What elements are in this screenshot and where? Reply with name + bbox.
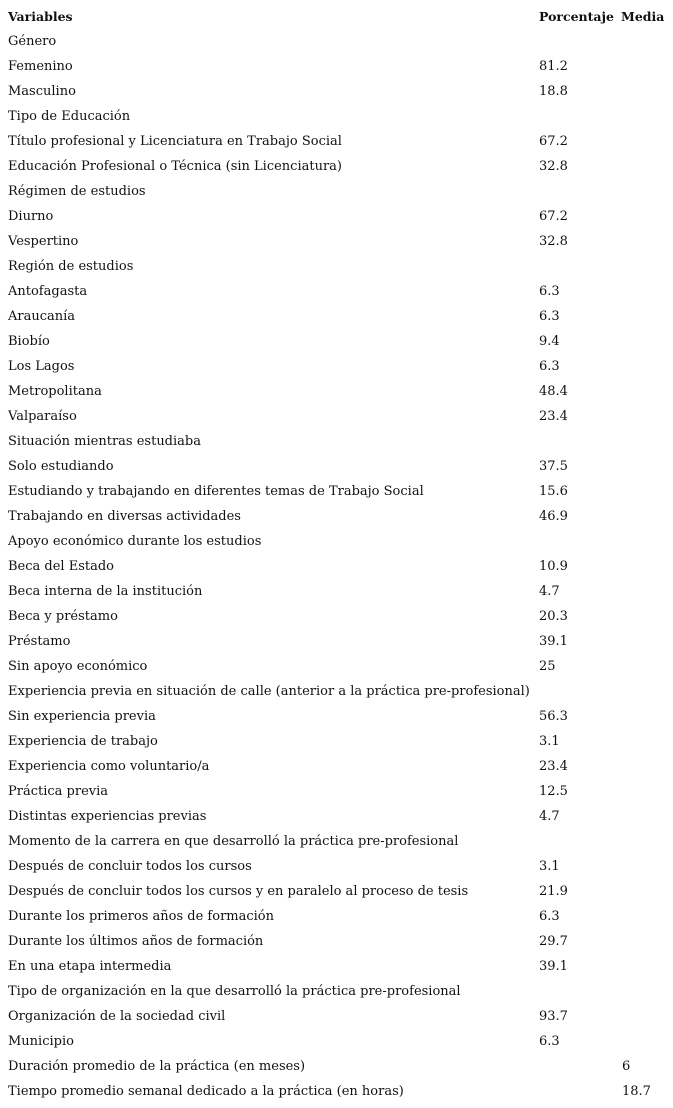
row-variable-label: Educación Profesional o Técnica (sin Licenciatura)	[8, 159, 343, 174]
table-row	[0, 979, 673, 1004]
row-variable-label: Femenino	[8, 59, 73, 74]
table-row	[0, 954, 673, 979]
row-variable-label: Distintas experiencias previas	[8, 809, 207, 824]
row-percentage-value: 4.7	[539, 584, 560, 599]
table-row	[0, 629, 673, 654]
row-variable-label: Experiencia previa en situación de calle (anterior a la práctica pre-profesional)	[8, 684, 530, 699]
row-percentage-value: 93.7	[539, 1009, 568, 1024]
table-row	[0, 929, 673, 954]
table-row	[0, 1079, 673, 1104]
row-percentage-value: 37.5	[539, 459, 568, 474]
table-row	[0, 1004, 673, 1029]
row-variable-label: Tipo de organización en la que desarrolló la práctica pre-profesional	[8, 984, 461, 999]
table-row	[0, 279, 673, 304]
row-variable-label: Beca y préstamo	[8, 609, 118, 624]
row-percentage-value: 3.1	[539, 734, 560, 749]
row-percentage-value: 20.3	[539, 609, 568, 624]
row-percentage-value: 6.3	[539, 309, 560, 324]
row-percentage-value: 67.2	[539, 134, 568, 149]
row-variable-label: Araucanía	[8, 309, 76, 324]
table-row	[0, 1029, 673, 1054]
row-percentage-value: 81.2	[539, 59, 568, 74]
table-row	[0, 729, 673, 754]
row-percentage-value: 46.9	[539, 509, 568, 524]
row-variable-label: Municipio	[8, 1034, 74, 1049]
row-variable-label: Valparaíso	[8, 409, 77, 424]
table-row	[0, 829, 673, 854]
table-row	[0, 254, 673, 279]
row-variable-label: Préstamo	[8, 634, 71, 649]
row-percentage-value: 32.8	[539, 234, 568, 249]
row-variable-label: Organización de la sociedad civil	[8, 1009, 226, 1024]
table-row	[0, 779, 673, 804]
row-variable-label: Metropolitana	[8, 384, 102, 399]
header-variables: Variables	[8, 9, 73, 24]
table-row	[0, 379, 673, 404]
table-row	[0, 129, 673, 154]
row-variable-label: Práctica previa	[8, 784, 109, 799]
table-row	[0, 579, 673, 604]
row-variable-label: Beca interna de la institución	[8, 584, 203, 599]
row-variable-label: Duración promedio de la práctica (en meses)	[8, 1059, 306, 1074]
table-row	[0, 454, 673, 479]
table-row	[0, 654, 673, 679]
row-percentage-value: 6.3	[539, 1034, 560, 1049]
row-percentage-value: 29.7	[539, 934, 568, 949]
row-percentage-value: 56.3	[539, 709, 568, 724]
table-row	[0, 1054, 673, 1079]
table-row	[0, 679, 673, 704]
table-row	[0, 54, 673, 79]
row-percentage-value: 3.1	[539, 859, 560, 874]
row-variable-label: Experiencia de trabajo	[8, 734, 158, 749]
table-row	[0, 854, 673, 879]
row-variable-label: Durante los primeros años de formación	[8, 909, 274, 924]
row-variable-label: Solo estudiando	[8, 459, 114, 474]
table-row	[0, 154, 673, 179]
row-variable-label: Biobío	[8, 334, 50, 349]
table-row	[0, 354, 673, 379]
row-variable-label: Región de estudios	[8, 259, 134, 274]
table-row	[0, 479, 673, 504]
row-percentage-value: 10.9	[539, 559, 568, 574]
row-percentage-value: 25	[539, 659, 556, 674]
row-percentage-value: 9.4	[539, 334, 560, 349]
row-variable-label: Experiencia como voluntario/a	[8, 759, 210, 774]
row-percentage-value: 32.8	[539, 159, 568, 174]
row-variable-label: Los Lagos	[8, 359, 75, 374]
row-variable-label: Vespertino	[8, 234, 79, 249]
row-mean-value: 18.7	[622, 1084, 651, 1099]
variables-table	[0, 4, 673, 1104]
header-percentage: Porcentaje	[539, 9, 614, 24]
table-row	[0, 304, 673, 329]
table-row	[0, 904, 673, 929]
row-variable-label: Título profesional y Licenciatura en Trabajo Social	[8, 134, 342, 149]
row-percentage-value: 12.5	[539, 784, 568, 799]
table-row	[0, 29, 673, 54]
row-variable-label: Tiempo promedio semanal dedicado a la práctica (en horas)	[8, 1084, 404, 1099]
table-row	[0, 229, 673, 254]
row-variable-label: Antofagasta	[8, 284, 88, 299]
row-variable-label: Sin experiencia previa	[8, 709, 156, 724]
row-variable-label: Trabajando en diversas actividades	[8, 509, 241, 524]
row-percentage-value: 67.2	[539, 209, 568, 224]
table-row	[0, 179, 673, 204]
row-variable-label: Régimen de estudios	[8, 184, 146, 199]
row-variable-label: En una etapa intermedia	[8, 959, 172, 974]
row-variable-label: Masculino	[8, 84, 76, 99]
row-variable-label: Después de concluir todos los cursos	[8, 859, 252, 874]
row-mean-value: 6	[622, 1059, 631, 1074]
table-row	[0, 604, 673, 629]
row-percentage-value: 15.6	[539, 484, 568, 499]
row-variable-label: Apoyo económico durante los estudios	[8, 534, 262, 549]
header-mean: Media	[621, 9, 665, 24]
row-variable-label: Género	[8, 34, 57, 49]
table-row	[0, 879, 673, 904]
table-row	[0, 79, 673, 104]
row-variable-label: Momento de la carrera en que desarrolló la práctica pre-profesional	[8, 834, 459, 849]
row-percentage-value: 23.4	[539, 759, 568, 774]
table-row	[0, 504, 673, 529]
table-row	[0, 529, 673, 554]
table-row	[0, 104, 673, 129]
row-percentage-value: 4.7	[539, 809, 560, 824]
row-variable-label: Después de concluir todos los cursos y en paralelo al proceso de tesis	[8, 884, 469, 899]
table-row	[0, 704, 673, 729]
row-variable-label: Situación mientras estudiaba	[8, 434, 201, 449]
row-percentage-value: 6.3	[539, 909, 560, 924]
table-header-row	[0, 4, 673, 29]
row-percentage-value: 6.3	[539, 359, 560, 374]
table-body	[0, 29, 673, 1104]
row-variable-label: Sin apoyo económico	[8, 659, 148, 674]
row-percentage-value: 48.4	[539, 384, 568, 399]
row-variable-label: Diurno	[8, 209, 54, 224]
table-row	[0, 754, 673, 779]
row-percentage-value: 23.4	[539, 409, 568, 424]
table-row	[0, 804, 673, 829]
table-row	[0, 204, 673, 229]
row-variable-label: Tipo de Educación	[8, 109, 131, 124]
row-percentage-value: 6.3	[539, 284, 560, 299]
row-percentage-value: 39.1	[539, 634, 568, 649]
row-percentage-value: 21.9	[539, 884, 568, 899]
table-row	[0, 404, 673, 429]
row-variable-label: Estudiando y trabajando en diferentes temas de Trabajo Social	[8, 484, 424, 499]
table-row	[0, 329, 673, 354]
table-row	[0, 554, 673, 579]
row-variable-label: Beca del Estado	[8, 559, 114, 574]
row-variable-label: Durante los últimos años de formación	[8, 934, 264, 949]
row-percentage-value: 18.8	[539, 84, 568, 99]
table-row	[0, 429, 673, 454]
row-percentage-value: 39.1	[539, 959, 568, 974]
